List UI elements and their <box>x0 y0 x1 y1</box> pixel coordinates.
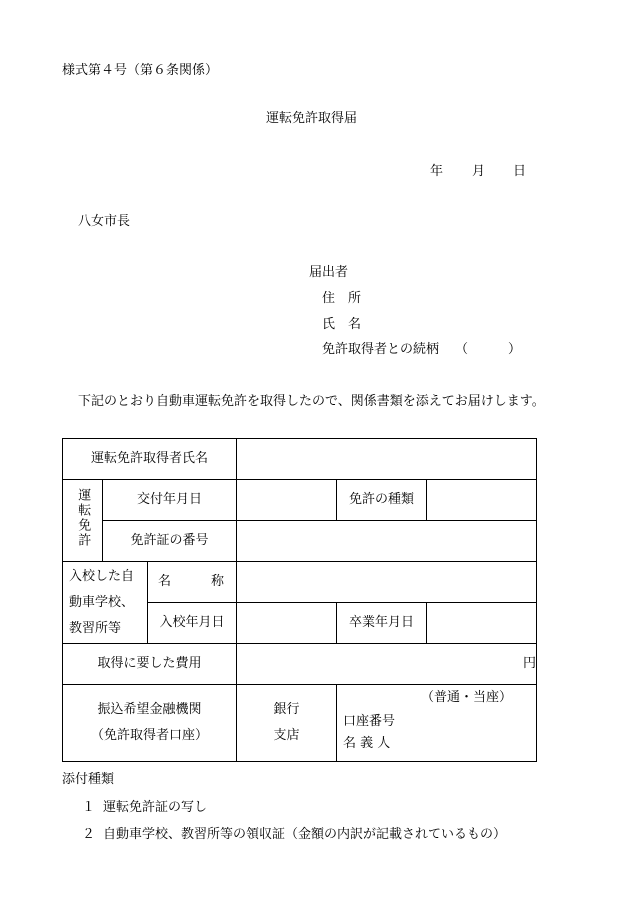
holder-name-value <box>237 439 537 480</box>
school-name-label-char-2: 称 <box>211 574 225 590</box>
school-name-label-char-1: 名 <box>158 574 172 590</box>
date-day-label: 日 <box>513 164 527 179</box>
school-name-value <box>237 562 537 603</box>
bank-label-line-1: 振込希望金融機関 <box>97 702 202 717</box>
cost-label: 取得に要した費用 <box>63 644 237 685</box>
document-title: 運転免許取得届 <box>266 111 358 126</box>
bank-label <box>63 685 237 762</box>
issue-date-label: 交付年月日 <box>103 480 237 521</box>
form-number: 様式第４号（第６条関係） <box>62 63 219 78</box>
table-row <box>63 439 537 480</box>
license-type-value <box>427 480 537 521</box>
table-row <box>63 685 537 762</box>
cost-unit: 円 <box>237 644 537 685</box>
relation-close-paren: ） <box>508 342 522 357</box>
school-name-label <box>148 562 237 603</box>
date-year-label: 年 <box>430 164 444 179</box>
bank-branch-cell <box>237 685 337 762</box>
attachment-2-number: ２ <box>82 827 96 842</box>
school-group-label <box>63 562 148 644</box>
date-month-label: 月 <box>472 164 486 179</box>
table-row <box>63 480 537 521</box>
license-group-cell <box>63 480 103 562</box>
license-number-label: 免許証の番号 <box>103 521 237 562</box>
bank-label-line-2: （免許取得者口座） <box>91 728 209 743</box>
addressee: 八女市長 <box>78 214 131 229</box>
graduation-date-value <box>427 603 537 644</box>
admission-date-value <box>237 603 337 644</box>
table-row <box>63 644 537 685</box>
license-form-table <box>62 438 537 762</box>
statement: 下記のとおり自動車運転免許を取得したので、関係書類を添えてお届けします。 <box>78 394 545 409</box>
notifier-address-label: 住 所 <box>322 291 362 306</box>
license-number-value <box>237 521 537 562</box>
notifier-heading: 届出者 <box>309 265 349 280</box>
license-group-label: 運転免許 <box>75 488 91 549</box>
attachments-heading: 添付種類 <box>62 772 115 787</box>
relation-open-paren: （ <box>455 342 469 357</box>
account-cell <box>337 685 537 762</box>
holder-name-label: 運転免許取得者氏名 <box>63 439 237 480</box>
account-type: （普通・当座） <box>421 690 513 705</box>
account-number-label: 口座番号 <box>343 714 396 729</box>
account-holder-label: 名 義 人 <box>343 736 391 751</box>
bank-suffix: 銀行 <box>273 702 300 717</box>
issue-date-value <box>237 480 337 521</box>
branch-suffix: 支店 <box>273 728 300 743</box>
school-group-line-1: 入校した自 <box>69 568 135 584</box>
table-row <box>63 562 537 603</box>
school-group-line-2: 動車学校、 <box>69 594 135 610</box>
table-row <box>63 521 537 562</box>
license-type-label: 免許の種類 <box>337 480 427 521</box>
attachment-2-text: 自動車学校、教習所等の領収証（金額の内訳が記載されているもの） <box>103 827 507 842</box>
school-group-line-3: 教習所等 <box>69 620 122 636</box>
attachment-1-number: １ <box>82 800 96 815</box>
admission-date-label: 入校年月日 <box>148 603 237 644</box>
notifier-relation-label: 免許取得者との続柄 <box>322 342 440 357</box>
notifier-name-label: 氏 名 <box>322 317 362 332</box>
graduation-date-label: 卒業年月日 <box>337 603 427 644</box>
attachment-1-text: 運転免許証の写し <box>103 800 208 815</box>
